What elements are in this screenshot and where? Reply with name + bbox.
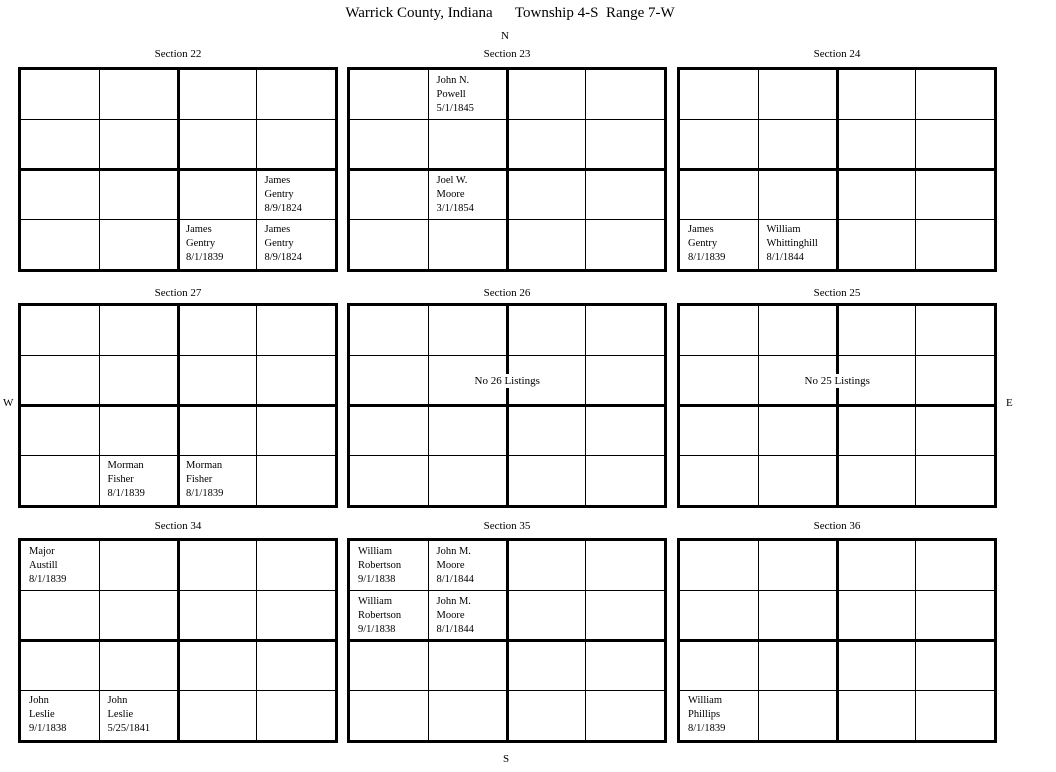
entry-name-line: Gentry <box>186 238 216 250</box>
land-entry <box>437 74 474 116</box>
compass-north-label: N <box>501 30 509 42</box>
section-label: Section 26 <box>483 287 531 299</box>
land-entry <box>688 223 725 265</box>
entry-name-line: Fisher <box>107 474 134 486</box>
grid-line-horizontal <box>21 690 335 691</box>
grid-line-horizontal <box>680 455 994 456</box>
entry-date: 8/1/1844 <box>436 623 474 635</box>
section-label: Section 24 <box>813 48 861 60</box>
land-entry <box>29 694 66 736</box>
entry-name-line: James <box>264 174 291 186</box>
entry-name-line: John <box>107 695 128 707</box>
quarter-line-horizontal <box>680 639 994 642</box>
grid-line-vertical <box>585 70 586 269</box>
section-label: Section 27 <box>154 287 202 299</box>
entry-date: 9/1/1838 <box>29 723 67 735</box>
land-entry <box>108 694 151 736</box>
grid-line-vertical <box>915 306 916 505</box>
entry-name-line: Moore <box>436 609 465 621</box>
land-entry <box>108 459 145 501</box>
entry-name-line: James <box>688 224 714 236</box>
section-grid <box>18 67 338 272</box>
entry-name-line: Major <box>29 546 55 557</box>
entry-name-line: Whittinghill <box>766 238 818 250</box>
compass-west-label: W <box>3 397 14 409</box>
entry-date: 5/25/1841 <box>107 723 151 735</box>
section-label: Section 34 <box>154 520 202 532</box>
entry-name-line: Moore <box>436 188 465 200</box>
entry-date: 8/1/1844 <box>436 574 474 585</box>
quarter-line-horizontal <box>21 168 335 171</box>
grid-line-horizontal <box>21 219 335 220</box>
entry-date: 8/1/1839 <box>107 488 145 500</box>
compass-south-label: S <box>503 753 510 765</box>
entry-name-line: William <box>688 695 722 707</box>
quarter-line-horizontal <box>350 168 664 171</box>
quarter-line-horizontal <box>680 404 994 407</box>
entry-name-line: Morman <box>186 460 223 472</box>
land-entry <box>186 459 223 501</box>
land-entry <box>767 223 818 265</box>
entry-name-line: Robertson <box>358 560 402 571</box>
land-entry <box>437 174 474 216</box>
entry-name-line: Robertson <box>358 609 402 621</box>
map-title: Warrick County, Indiana Township 4-S Range 7-W <box>345 5 675 21</box>
entry-name-line: John N. <box>436 75 470 86</box>
no-listings-note: No 26 Listings <box>472 374 543 388</box>
entry-name-line: Joel W. <box>436 174 468 186</box>
land-entry <box>265 223 302 265</box>
entry-date: 8/1/1839 <box>688 252 726 264</box>
entry-name-line: William <box>358 546 392 557</box>
land-entry <box>688 694 725 736</box>
entry-name-line: Fisher <box>186 474 213 486</box>
section-grid <box>18 303 338 508</box>
entry-name-line: Gentry <box>264 238 294 250</box>
quarter-line-horizontal <box>350 639 664 642</box>
land-entry <box>29 545 66 587</box>
entry-date: 8/1/1844 <box>766 252 804 264</box>
grid-line-vertical <box>256 306 257 505</box>
entry-name-line: John <box>29 695 49 707</box>
entry-name-line: Phillips <box>688 709 721 721</box>
grid-line-vertical <box>915 70 916 269</box>
grid-line-horizontal <box>350 690 664 691</box>
entry-date: 8/1/1839 <box>29 574 67 585</box>
entry-date: 8/1/1839 <box>688 723 726 735</box>
entry-name-line: Powell <box>436 89 466 100</box>
grid-line-horizontal <box>680 219 994 220</box>
land-entry <box>358 595 401 637</box>
section-label: Section 35 <box>483 520 531 532</box>
entry-date: 8/1/1839 <box>186 488 224 500</box>
entry-name-line: Leslie <box>107 709 134 721</box>
compass-east-label: E <box>1006 397 1013 409</box>
entry-name-line: John M. <box>436 595 471 607</box>
entry-date: 9/1/1838 <box>358 623 396 635</box>
land-entry <box>437 545 474 587</box>
entry-name-line: Gentry <box>688 238 718 250</box>
entry-name-line: Austill <box>29 560 58 571</box>
entry-date: 5/1/1845 <box>436 103 474 114</box>
section-label: Section 25 <box>813 287 861 299</box>
section-grid <box>347 67 667 272</box>
entry-name-line: William <box>766 224 801 236</box>
section-label: Section 22 <box>154 48 202 60</box>
section-label: Section 36 <box>813 520 861 532</box>
grid-line-vertical <box>256 541 257 740</box>
entry-date: 8/9/1824 <box>264 202 302 214</box>
entry-name-line: Morman <box>107 460 144 472</box>
quarter-line-horizontal <box>21 404 335 407</box>
entry-name-line: Gentry <box>264 188 294 200</box>
entry-date: 9/1/1838 <box>358 574 396 585</box>
entry-name-line: Leslie <box>29 709 55 721</box>
entry-name-line: William <box>358 595 392 607</box>
land-entry <box>437 595 474 637</box>
quarter-line-horizontal <box>680 168 994 171</box>
grid-line-horizontal <box>680 690 994 691</box>
no-listings-note: No 25 Listings <box>802 374 873 388</box>
section-grid <box>677 538 997 743</box>
entry-name-line: James <box>186 224 212 236</box>
grid-line-horizontal <box>350 219 664 220</box>
section-label: Section 23 <box>483 48 531 60</box>
quarter-line-horizontal <box>350 404 664 407</box>
grid-line-horizontal <box>350 455 664 456</box>
section-grid <box>677 303 997 508</box>
section-grid <box>18 538 338 743</box>
entry-date: 8/9/1824 <box>264 252 302 264</box>
section-grid <box>677 67 997 272</box>
grid-line-vertical <box>256 70 257 269</box>
grid-line-vertical <box>585 541 586 740</box>
land-entry <box>186 223 223 265</box>
grid-line-horizontal <box>21 455 335 456</box>
entry-date: 3/1/1854 <box>436 202 474 214</box>
land-entry <box>358 545 401 587</box>
grid-line-vertical <box>585 306 586 505</box>
quarter-line-horizontal <box>21 639 335 642</box>
entry-name-line: Moore <box>436 560 465 571</box>
entry-name-line: John M. <box>436 546 471 557</box>
section-grid <box>347 303 667 508</box>
entry-date: 8/1/1839 <box>186 252 224 264</box>
section-grid <box>347 538 667 743</box>
entry-name-line: James <box>264 224 291 236</box>
land-entry <box>265 174 302 216</box>
grid-line-vertical <box>915 541 916 740</box>
